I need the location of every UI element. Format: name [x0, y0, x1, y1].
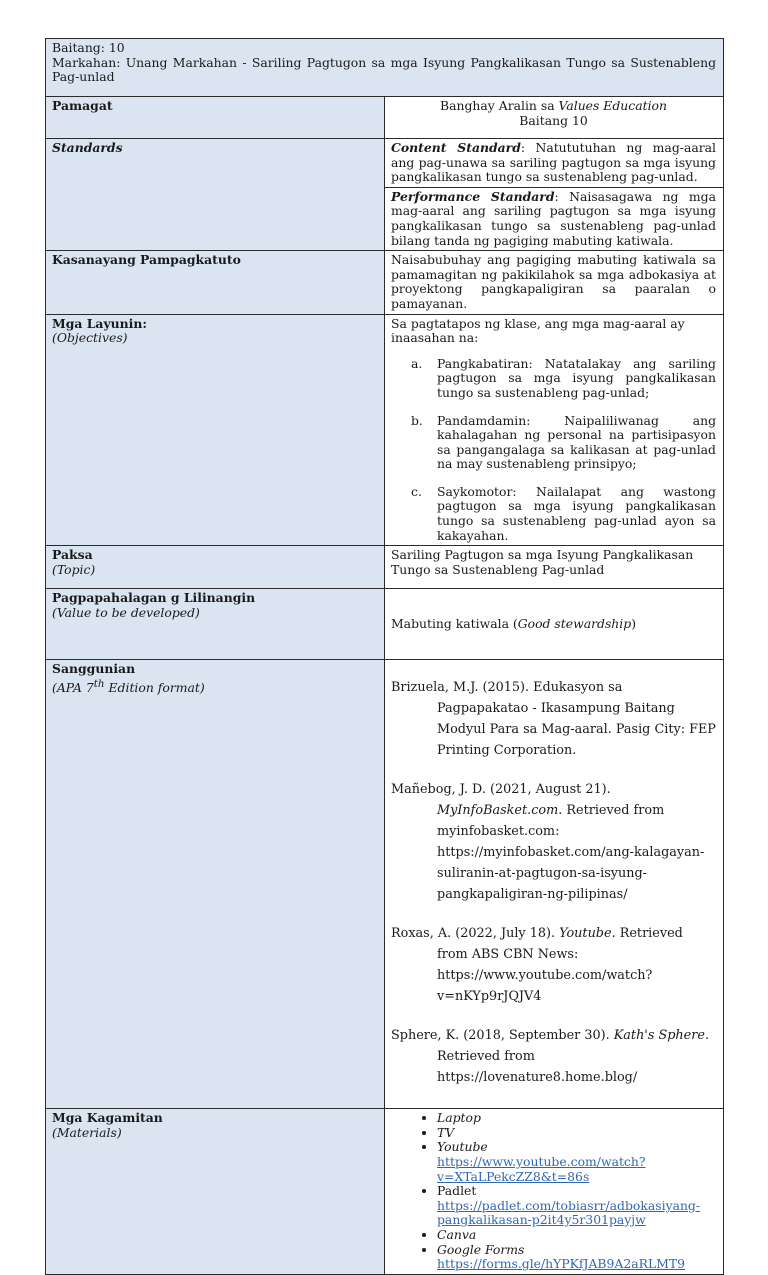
objectives-list: [391, 357, 716, 544]
standards-label: Standards: [52, 140, 123, 155]
reference-before: Roxas, A. (2022, July 18).: [391, 926, 560, 942]
lesson-title-prefix: Banghay Aralin sa: [440, 98, 559, 113]
layunin-label-cell: [46, 314, 385, 546]
reference-entry: [391, 1025, 716, 1088]
standards-label-cell: [46, 139, 385, 251]
objective-item: [391, 485, 716, 543]
layunin-sublabel: (Objectives): [52, 330, 128, 346]
header-row: [46, 39, 724, 97]
sanggunian-row: [46, 660, 724, 1109]
reference-after: . Retrieved from myinfobasket.com: https://myinfobasket.com/ang-kalagayan-suliranin-at-pagtugon-sa-isyung-pangkapaligiran-ng-pilipinas/: [437, 803, 705, 903]
kagamitan-label: Mga Kagamitan: [52, 1110, 163, 1126]
paksa-label-cell: [46, 546, 385, 589]
pamagat-row: [46, 97, 724, 139]
pagpapahalaga-label-cell: [46, 589, 385, 660]
paksa-label: Paksa: [52, 547, 93, 563]
kasanayan-row: [46, 251, 724, 314]
lesson-title: [391, 99, 716, 114]
reference-before: Mañebog, J. D. (2021, August 21).: [391, 782, 611, 798]
kagamitan-sublabel: (Materials): [52, 1124, 122, 1140]
objective-text: Pandamdamin: Naipaliliwanag ang kahalagahan ng personal na partisipasyon sa pangangalaga sa kalikasan at pag-unlad na may sustenableng prinsipyo;: [437, 412, 716, 472]
paksa-row: [46, 546, 724, 589]
reference-italic: MyInfoBasket.com: [437, 803, 559, 819]
objective-marker: a.: [411, 355, 423, 371]
value-text-end: ): [631, 615, 637, 631]
lesson-plan-table: [45, 38, 724, 1275]
content-standard-label: Content Standard: [391, 140, 521, 155]
kasanayan-label-cell: [46, 251, 385, 314]
pamagat-value-cell: [385, 97, 724, 139]
material-item: [437, 1140, 716, 1184]
reference-italic: Kath's Sphere: [613, 1028, 705, 1044]
kagamitan-label-cell: [46, 1109, 385, 1275]
layunin-intro: Sa pagtatapos ng klase, ang mga mag-aaral ay inaasahan na:: [391, 315, 685, 346]
layunin-label: Mga Layunin:: [52, 315, 147, 331]
sanggunian-sublabel: [52, 677, 377, 696]
google-forms-link[interactable]: https://forms.gle/hYPKfJAB9A2aRLMT9: [437, 1256, 686, 1272]
youtube-link[interactable]: https://www.youtube.com/watch?v=XTaLPekcZZ8&t=86s: [437, 1154, 646, 1184]
pagpapahalaga-sublabel: (Value to be developed): [52, 604, 200, 620]
sanggunian-label-cell: [46, 660, 385, 1109]
kagamitan-row: [46, 1109, 724, 1275]
reference-entry: [391, 677, 716, 761]
objective-item: [391, 357, 716, 401]
quarter-title: Markahan: Unang Markahan - Sariling Pagtugon sa mga Isyung Pangkalikasan Tungo sa Sustenableng Pag-unlad: [52, 54, 716, 85]
reference-entry: [391, 923, 716, 1007]
pagpapahalaga-row: [46, 589, 724, 660]
content-standard-text: : Natututuhan ng mag-aaral ang pag-unawa sa sariling pagtugon sa mga isyung pangkalikasan tungo sa sustenableng pag-unlad.: [391, 140, 716, 185]
content-standard-cell: [385, 139, 724, 188]
performance-standard-text: : Naisasagawa ng mga mag-aaral ang sariling pagtugon sa mga isyung pangkalikasan tungo sa sustenableng pag-unlad bilang tanda ng pagiging mabuting katiwala.: [391, 188, 716, 248]
value-text-italic: Good stewardship: [517, 615, 632, 631]
pamagat-label: Pamagat: [52, 98, 113, 113]
pamagat-label-cell: [46, 97, 385, 139]
performance-standard-label: Performance Standard: [391, 188, 555, 204]
padlet-link[interactable]: https://padlet.com/tobiasrr/adbokasiyang-pangkalikasan-p2it4y5r301payjw: [437, 1197, 701, 1228]
objective-marker: c.: [411, 483, 422, 499]
material-item: [437, 1126, 716, 1141]
objective-text: Pangkabatiran: Natatalakay ang sariling pagtugon sa mga isyung pangkalikasan tungo sa sustenableng pag-unlad;: [437, 355, 716, 400]
layunin-row: [46, 314, 724, 546]
sanggunian-sublabel-pre: (APA 7: [52, 679, 94, 695]
pagpapahalaga-value-cell: [385, 589, 724, 660]
kasanayan-value-cell: [385, 251, 724, 314]
standards-row-content: [46, 139, 724, 188]
material-name: TV: [437, 1124, 455, 1140]
material-item: [437, 1243, 716, 1272]
material-name: Laptop: [437, 1110, 481, 1126]
objective-item: [391, 414, 716, 472]
reference-after: . Retrieved from ABS CBN News: https://www.youtube.com/watch?v=nKYp9rJQJV4: [437, 926, 683, 1005]
objective-text: Saykomotor: Nailalapat ang wastong pagtugon sa mga isyung pangkalikasan tungo sa sustenableng pag-unlad ayon sa kakayahan.: [437, 483, 716, 543]
sanggunian-label: Sanggunian: [52, 661, 136, 677]
material-name: Google Forms: [437, 1241, 525, 1257]
value-text: [391, 617, 716, 632]
reference-entry: [391, 779, 716, 905]
reference-before: Sphere, K. (2018, September 30).: [391, 1028, 614, 1044]
material-name: Canva: [437, 1227, 477, 1242]
lesson-title-subject: Values Education: [558, 98, 667, 113]
objective-marker: b.: [411, 412, 423, 428]
sanggunian-sublabel-sup: th: [93, 677, 105, 690]
reference-italic: Youtube: [559, 926, 612, 942]
grade-level: Baitang: 10: [52, 40, 125, 55]
reference-after: . Retrieved from https://lovenature8.home.blog/: [437, 1028, 710, 1086]
kagamitan-value-cell: [385, 1109, 724, 1275]
performance-standard-cell: [385, 187, 724, 250]
material-item: [437, 1228, 716, 1243]
layunin-value-cell: [385, 314, 724, 546]
lesson-grade: Baitang 10: [519, 112, 588, 128]
value-text-main: Mabuting katiwala (: [391, 615, 518, 631]
pagpapahalaga-label: Pagpapahalagan g Lilinangin: [52, 590, 256, 606]
paksa-value-cell: [385, 546, 724, 589]
paksa-text: Sariling Pagtugon sa mga Isyung Pangkalikasan Tungo sa Sustenableng Pag-unlad: [391, 547, 694, 577]
header-cell: [46, 39, 724, 97]
sanggunian-value-cell: [385, 660, 724, 1109]
material-name: Padlet: [437, 1183, 477, 1199]
kasanayan-text: Naisabubuhay ang pagiging mabuting katiwala sa pamamagitan ng pakikilahok sa mga adbokasiya at proyektong pangkapaligiran sa paaralan o pamayanan.: [391, 252, 716, 311]
kasanayan-label: Kasanayang Pampagkatuto: [52, 252, 241, 268]
material-item: [437, 1184, 716, 1228]
material-name: Youtube: [437, 1139, 488, 1155]
material-item: [437, 1111, 716, 1126]
paksa-sublabel: (Topic): [52, 561, 96, 577]
sanggunian-sublabel-post: Edition format): [104, 679, 205, 695]
reference-before: Brizuela, M.J. (2015). Edukasyon sa Pagpapakatao - Ikasampung Baitang Modyul Para sa Mag-aaral. Pasig City: FEP Printing Corporation.: [391, 680, 716, 759]
materials-list: [391, 1111, 716, 1272]
